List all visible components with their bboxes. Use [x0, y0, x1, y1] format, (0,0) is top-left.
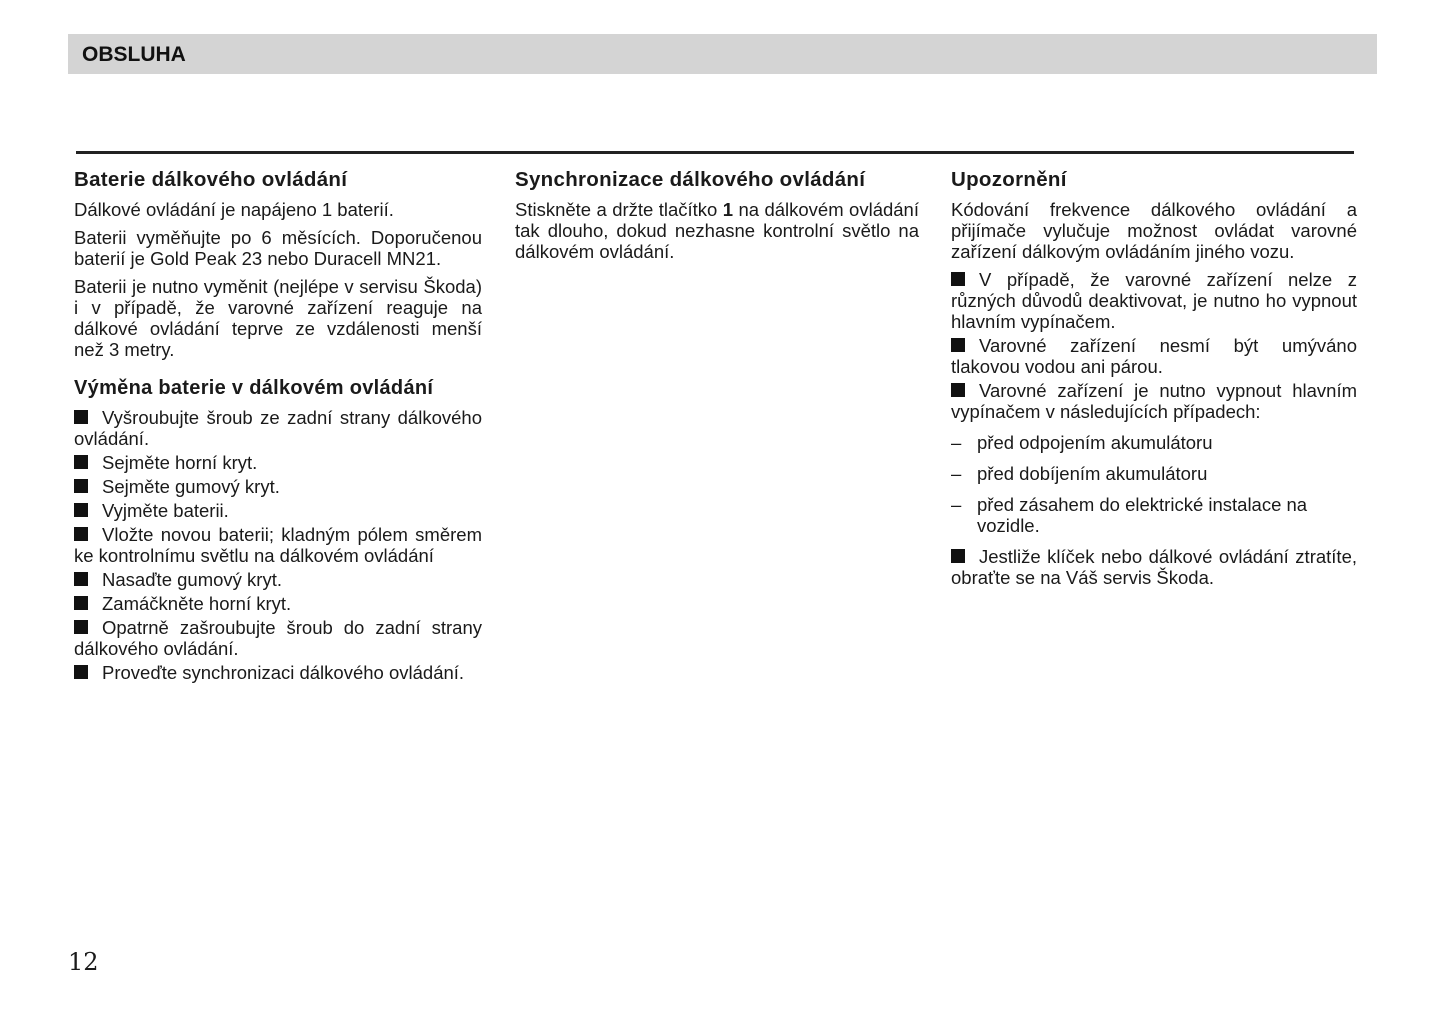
step-item [74, 524, 482, 566]
dash-icon: – [951, 494, 962, 515]
left-column [74, 168, 482, 686]
paragraph: Dálkové ovládání je napájeno 1 baterií. [74, 199, 394, 220]
battery-replacement-heading: Výměna baterie v dálkovém ovládání [74, 377, 434, 399]
dash-text: před dobíjením akumulátoru [977, 463, 1208, 484]
middle-column [515, 168, 919, 269]
battery-heading: Baterie dálkového ovládání [74, 168, 348, 191]
square-bullet-icon [74, 572, 88, 586]
square-bullet-icon [74, 479, 88, 493]
warning-item [951, 335, 1357, 377]
step-item [74, 617, 482, 659]
dash-item [951, 463, 1357, 484]
section-title: OBSLUHA [82, 43, 186, 66]
dash-text: před odpojením akumulátoru [977, 432, 1213, 453]
step-text: Opatrně zašroubujte šroub do zadní strany dálkového ovládání. [74, 617, 482, 659]
step-text: Proveďte synchronizaci dálkového ovládání. [102, 662, 465, 683]
step-text: Nasaďte gumový kryt. [102, 569, 282, 590]
square-bullet-icon [951, 549, 965, 563]
step-item [74, 593, 482, 614]
page-number: 12 [68, 948, 99, 976]
dash-icon: – [951, 463, 962, 484]
horizontal-rule [76, 151, 1354, 154]
step-text: Vložte novou baterii; kladným pólem směrem ke kontrolnímu světlu na dálkovém ovládání [74, 524, 482, 566]
square-bullet-icon [74, 596, 88, 610]
step-item [74, 569, 482, 590]
square-bullet-icon [74, 455, 88, 469]
square-bullet-icon [951, 383, 965, 397]
warning-text: Jestliže klíček nebo dálkové ovládání ztratíte, obraťte se na Váš servis Škoda. [951, 546, 1357, 588]
synchronization-paragraph [515, 199, 919, 262]
step-item [74, 500, 482, 521]
square-bullet-icon [74, 503, 88, 517]
warning-paragraph: Kódování frekvence dálkového ovládání a přijímače vylučuje možnost ovládat varovné zařízení dálkovým ovládáním jiného vozu. [951, 199, 1357, 262]
text-before-key: Stiskněte a držte tlačítko [515, 199, 723, 220]
right-column [951, 168, 1357, 591]
text-after-key: na dálkovém ovládání tak dlouho, dokud nezhasne kontrolní světlo na dálkovém ovládání. [515, 199, 919, 262]
warning-heading: Upozornění [951, 168, 1067, 191]
step-item [74, 407, 482, 449]
step-item [74, 452, 482, 473]
step-text: Sejměte gumový kryt. [102, 476, 280, 497]
warning-text: Varovné zařízení je nutno vypnout hlavním vypínačem v následujících případech: [951, 380, 1357, 422]
dash-item [951, 494, 1357, 536]
warning-text: Varovné zařízení nesmí být umýváno tlakovou vodou ani párou. [951, 335, 1357, 377]
square-bullet-icon [951, 272, 965, 286]
dash-icon: – [951, 432, 962, 453]
step-text: Zamáčkněte horní kryt. [102, 593, 292, 614]
key-label: 1 [722, 199, 734, 220]
step-item [74, 662, 482, 683]
dash-item [951, 432, 1357, 453]
warning-text: V případě, že varovné zařízení nelze z různých důvodů deaktivovat, je nutno ho vypnout hlavním vypínačem. [951, 269, 1357, 332]
square-bullet-icon [951, 338, 965, 352]
warning-item [951, 269, 1357, 332]
paragraph: Baterii vyměňujte po 6 měsících. Doporučenou baterií je Gold Peak 23 nebo Duracell MN21. [74, 227, 482, 269]
section-header [68, 34, 1377, 74]
square-bullet-icon [74, 527, 88, 541]
paragraph: Baterii je nutno vyměnit (nejlépe v servisu Škoda) i v případě, že varovné zařízení reaguje na dálkové ovládání teprve ze vzdálenosti menší než 3 metry. [74, 276, 482, 360]
square-bullet-icon [74, 665, 88, 679]
dash-text: před zásahem do elektrické instalace na vozidle. [977, 494, 1308, 536]
square-bullet-icon [74, 620, 88, 634]
step-item [74, 476, 482, 497]
step-text: Sejměte horní kryt. [102, 452, 258, 473]
warning-item [951, 380, 1357, 422]
step-text: Vyšroubujte šroub ze zadní strany dálkového ovládání. [74, 407, 482, 449]
synchronization-heading: Synchronizace dálkového ovládání [515, 168, 866, 191]
step-text: Vyjměte baterii. [102, 500, 229, 521]
warning-item [951, 546, 1357, 588]
square-bullet-icon [74, 410, 88, 424]
